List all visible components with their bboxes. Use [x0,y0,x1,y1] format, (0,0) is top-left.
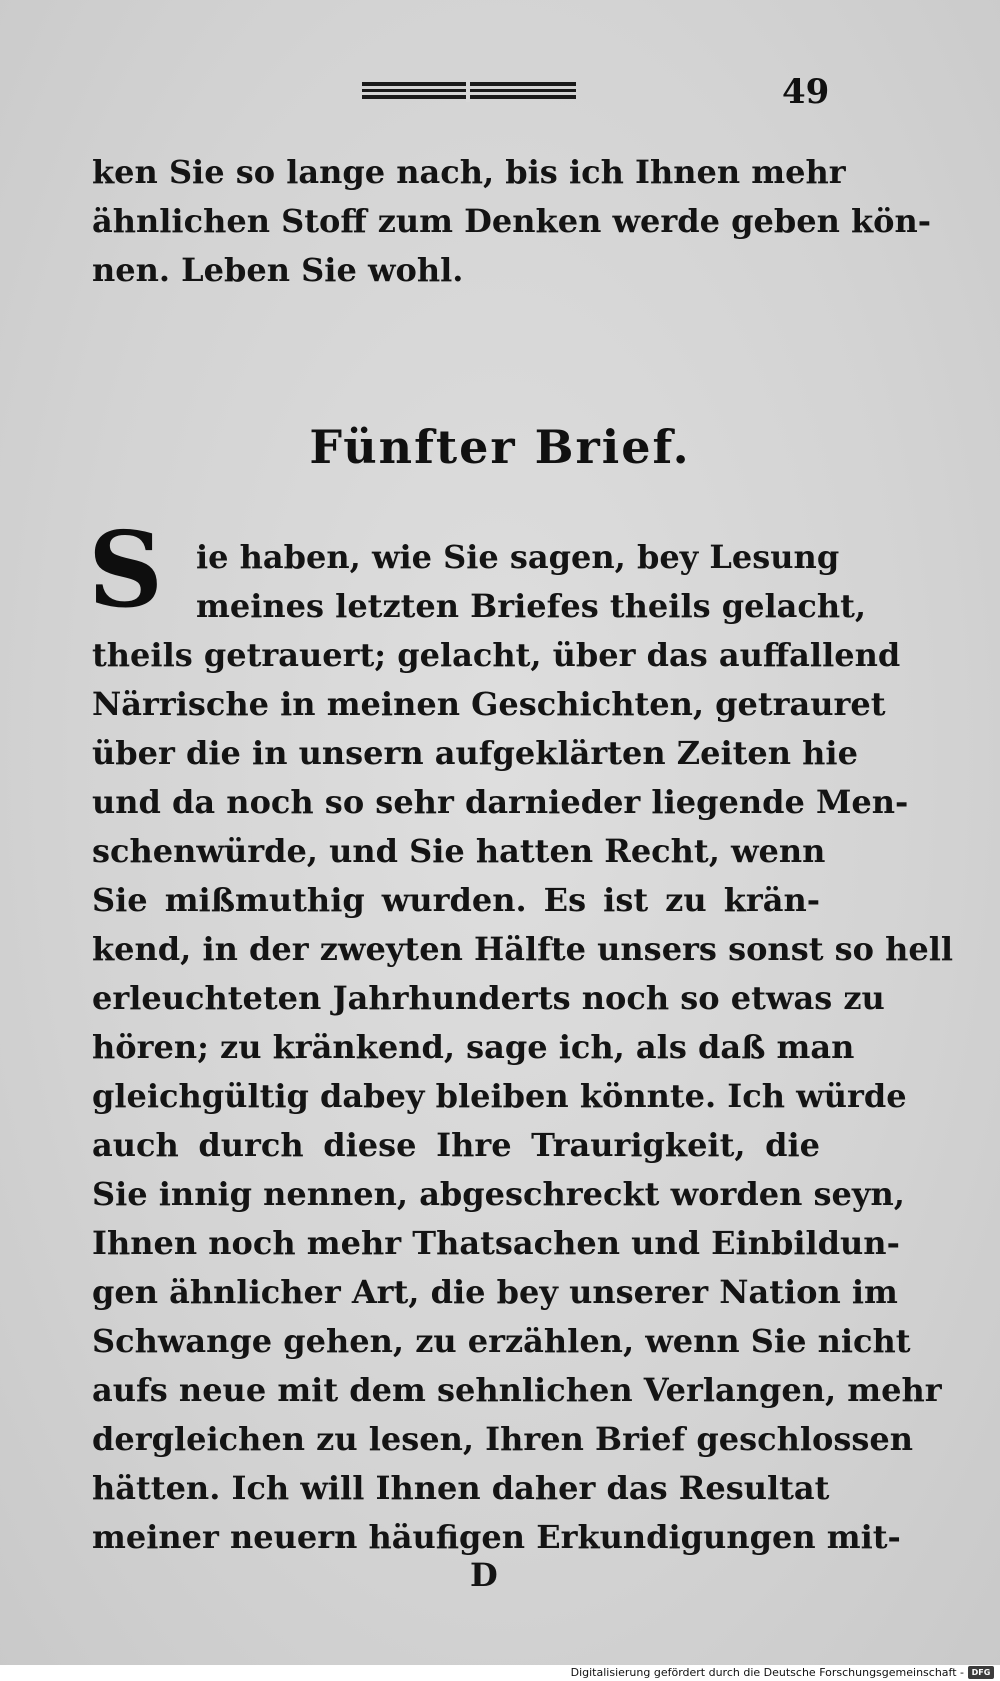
text-line: über die in unsern aufgeklärten Zeiten hie [92,734,858,772]
text-line: dergleichen zu lesen, Ihren Brief geschlossen [92,1420,914,1458]
text-line: erleuchteten Jahrhunderts noch so etwas zu [92,979,885,1017]
text-line: Schwange gehen, zu erzählen, wenn Sie nicht [92,1322,911,1360]
text-line: hätten. Ich will Ihnen daher das Resultat [92,1469,830,1507]
signature-mark: D [470,1556,498,1594]
letter-heading: Fünfter Brief. [309,420,691,474]
text-line: aufs neue mit dem sehnlichen Verlangen, mehr [92,1371,942,1409]
text-line: Närrische in meinen Geschichten, getrauret [92,685,886,723]
text-line: Sie mißmuthig wurden. Es ist zu krän- [92,881,820,919]
text-line: hören; zu kränkend, sage ich, als daß man [92,1028,855,1066]
text-line: gleichgültig dabey bleiben könnte. Ich würde [92,1077,907,1115]
drop-cap: S [88,508,164,631]
text-line: schenwürde, und Sie hatten Recht, wenn [92,832,826,870]
text-line: meines letzten Briefes theils gelacht, [196,587,867,625]
text-line: gen ähnlicher Art, die bey unserer Nation im [92,1273,898,1311]
page-number: 49 [782,72,830,112]
footer-credit: Digitalisierung gefördert durch die Deutsche Forschungsgemeinschaft - [570,1666,964,1679]
text-line: Ihnen noch mehr Thatsachen und Einbildun- [92,1224,900,1262]
dfg-logo-icon: DFG [968,1666,994,1679]
text-line: ken Sie so lange nach, bis ich Ihnen mehr [92,153,846,191]
digitization-footer [0,1665,1000,1681]
text-line: meiner neuern häufigen Erkundigungen mit- [92,1518,901,1556]
text-line: ähnlichen Stoff zum Denken werde geben kön- [92,202,932,240]
text-line: theils getrauert; gelacht, über das auffallend [92,636,901,674]
opening-paragraph [92,148,932,295]
text-line: kend, in der zweyten Hälfte unsers sonst so hell [92,930,954,968]
text-line: Sie innig nennen, abgeschreckt worden seyn, [92,1175,905,1213]
text-line: ie haben, wie Sie sagen, bey Lesung [196,538,840,576]
header-ornament-rule [362,80,576,102]
text-line: auch durch diese Ihre Traurigkeit, die [92,1126,820,1164]
letter-body [92,533,954,1562]
text-line: und da noch so sehr darnieder liegende Men- [92,783,909,821]
text-line: nen. Leben Sie wohl. [92,251,464,289]
